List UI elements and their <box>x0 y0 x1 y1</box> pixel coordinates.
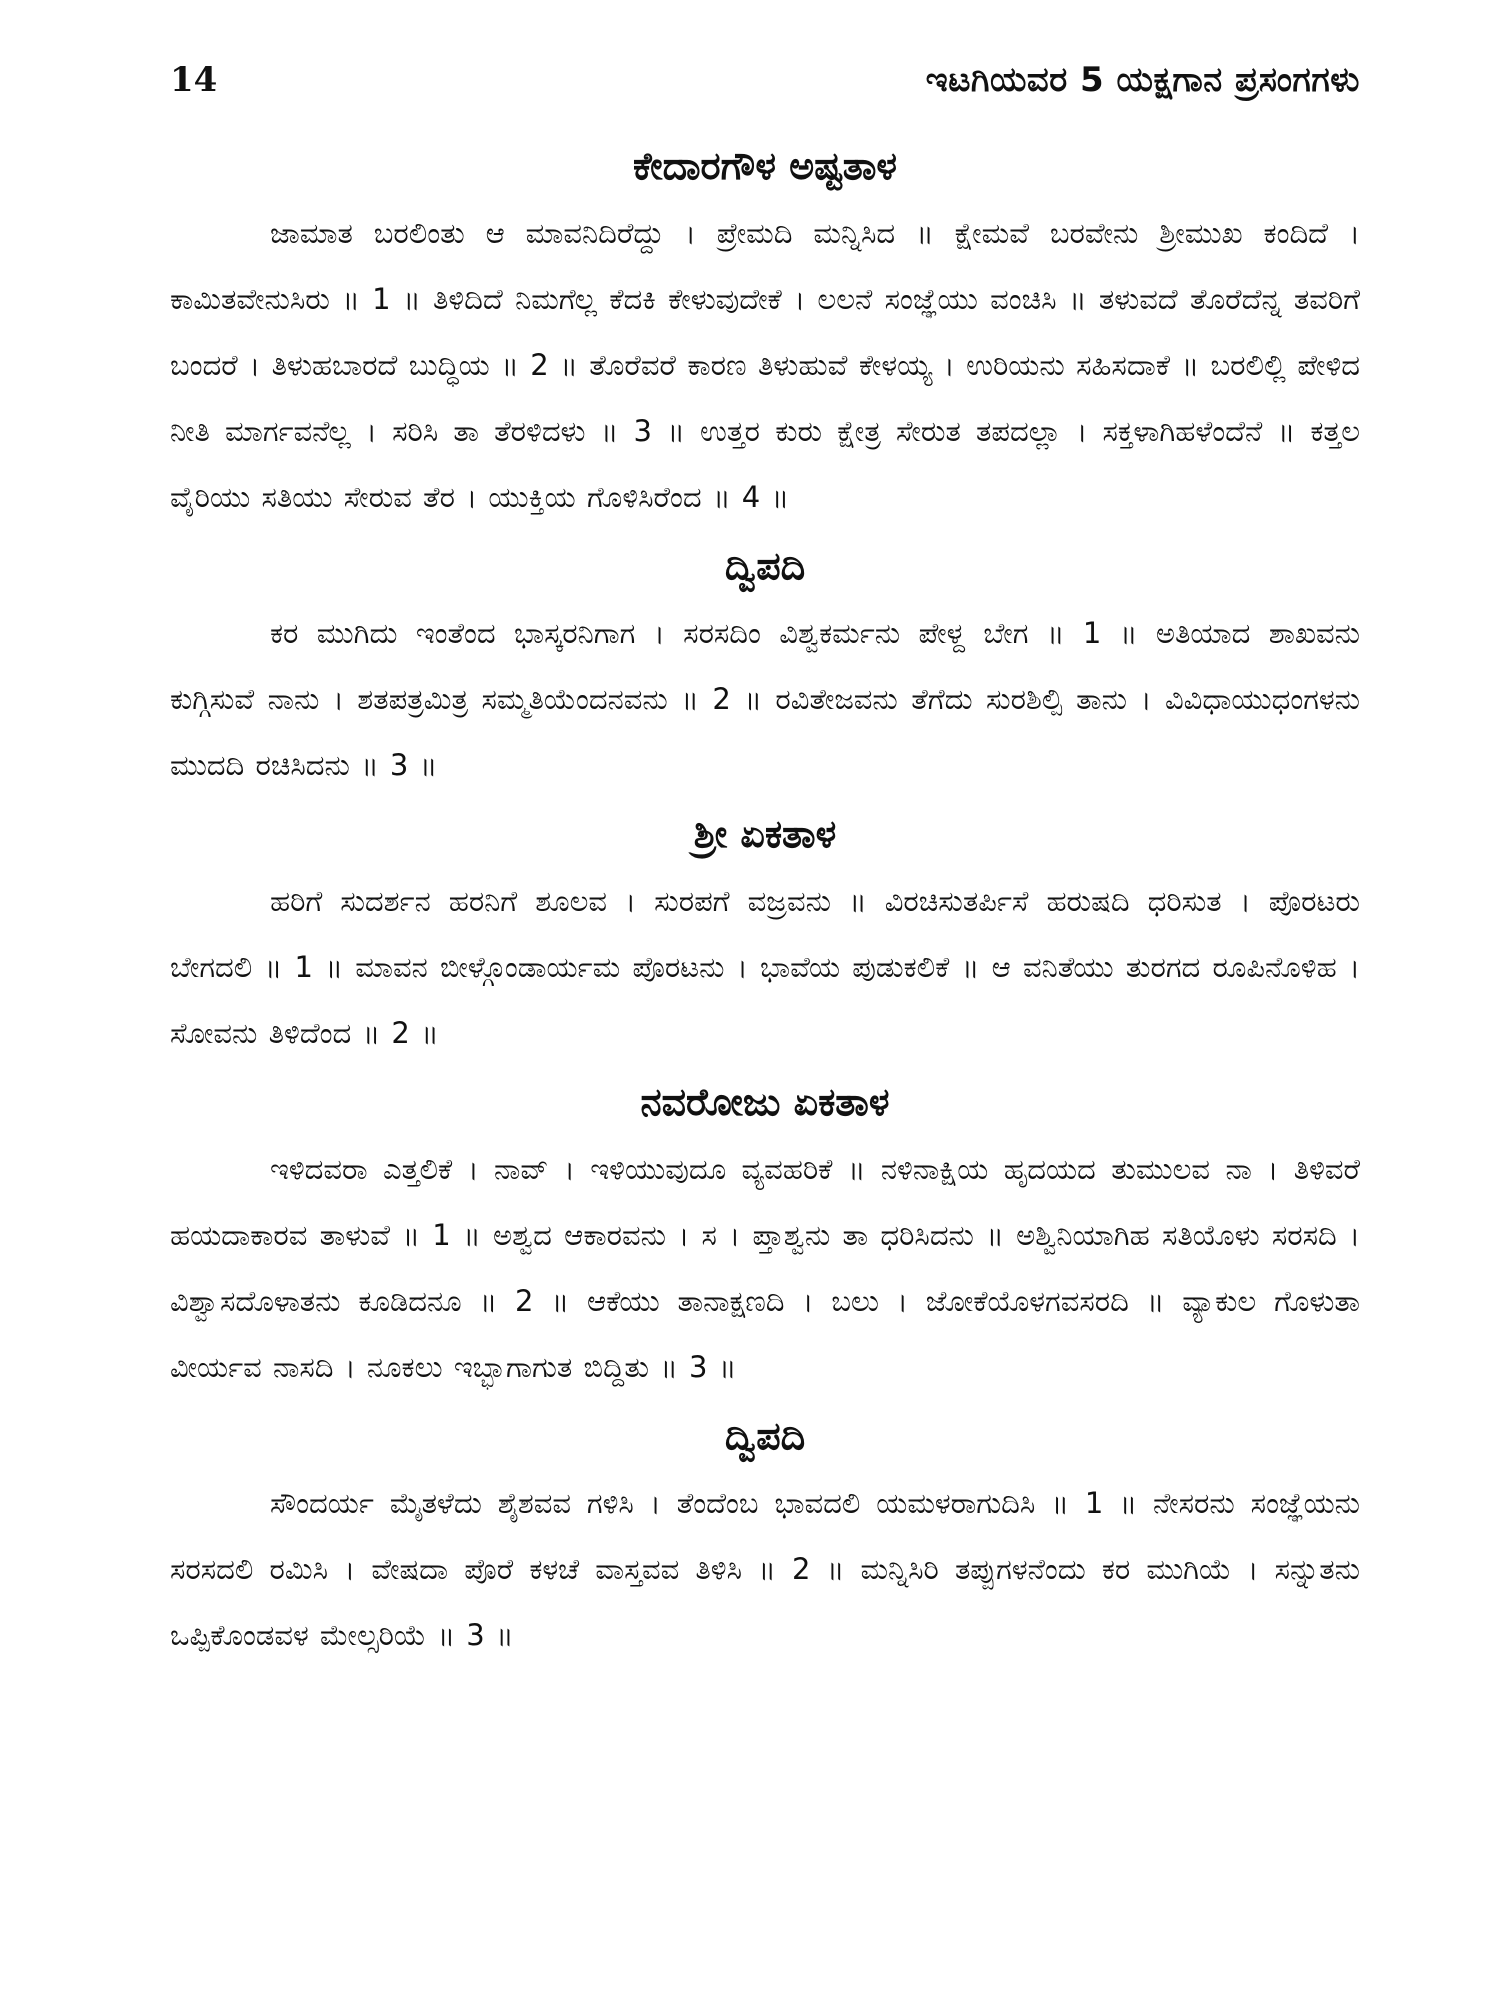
verse-paragraph: ಹರಿಗೆ ಸುದರ್ಶನ ಹರನಿಗೆ ಶೂಲವ । ಸುರಪಗೆ ವಜ್ರವನು ॥ ವಿರಚಿಸುತರ್ಪಿಸೆ ಹರುಷದಿ ಧರಿಸುತ । ಪೊರಟರು ಬೇಗದಲಿ ॥ 1 ॥ ಮಾವನ ಬೀಳ್ಗೊಂಡಾರ್ಯಮ ಪೊರಟನು । ಭಾವೆಯ ಪುಡುಕಲಿಕೆ ॥ ಆ ವನಿತೆಯು ತುರಗದ ರೂಪಿನೊಳಿಹ । ಸೋವನು ತಿಳಿದೆಂದ ॥ 2 ॥ <box>170 884 1360 1050</box>
section-kedaragaula <box>170 140 1360 530</box>
section-navaroju-ekatala <box>170 1076 1360 1400</box>
verse-paragraph: ಇಳಿದವರಾ ಎತ್ತಲಿಕೆ । ನಾವ್ । ಇಳಿಯುವುದೂ ವ್ಯವಹರಿಕೆ ॥ ನಳಿನಾಕ್ಷಿಯ ಹೃದಯದ ತುಮುಲವ ನಾ । ತಿಳಿವರೆ ಹಯದಾಕಾರವ ತಾಳುವೆ ॥ 1 ॥ ಅಶ್ವದ ಆಕಾರವನು । ಸ । ಪ್ತಾಶ್ವನು ತಾ ಧರಿಸಿದನು ॥ ಅಶ್ವಿನಿಯಾಗಿಹ ಸತಿಯೊಳು ಸರಸದಿ । ವಿಶ್ವಾಸದೊಳಾತನು ಕೂಡಿದನೂ ॥ 2 ॥ ಆಕೆಯು ತಾನಾಕ್ಷಣದಿ । ಬಲು । ಜೋಕೆಯೊಳಗವಸರದಿ ॥ ವ್ಯಾಕುಲ ಗೊಳುತಾ ವೀರ್ಯವ ನಾಸದಿ । ನೂಕಲು ಇಬ್ಭಾಗಾಗುತ ಬಿದ್ದಿತು ॥ 3 ॥ <box>170 1152 1360 1384</box>
page-number: 14 <box>170 60 218 100</box>
section-heading: ನವರೋಜು ಏಕತಾಳ <box>640 1080 890 1124</box>
section-dvipadi-1 <box>170 540 1360 798</box>
section-heading: ಕೇದಾರಗೌಳ ಅಷ್ಟತಾಳ <box>633 144 897 188</box>
verse-paragraph: ಸೌಂದರ್ಯ ಮೈತಳೆದು ಶೈಶವವ ಗಳಿಸಿ । ತೆಂದೆಂಬ ಭಾವದಲಿ ಯಮಳರಾಗುದಿಸಿ ॥ 1 ॥ ನೇಸರನು ಸಂಜ್ಞೆಯನು ಸರಸದಲಿ ರಮಿಸಿ । ವೇಷದಾ ಪೊರೆ ಕಳಚೆ ವಾಸ್ತವವ ತಿಳಿಸಿ ॥ 2 ॥ ಮನ್ನಿಸಿರಿ ತಪ್ಪುಗಳನೆಂದು ಕರ ಮುಗಿಯೆ । ಸನ್ನುತನು ಒಪ್ಪಿಕೊಂಡವಳ ಮೇಲ್ಸರಿಯೆ ॥ 3 ॥ <box>170 1486 1360 1652</box>
section-dvipadi-2 <box>170 1410 1360 1668</box>
book-title: ಇಟಗಿಯವರ 5 ಯಕ್ಷಗಾನ ಪ್ರಸಂಗಗಳು <box>925 60 1360 100</box>
book-page <box>170 60 1360 1960</box>
section-heading: ಶ್ರೀ ಏಕತಾಳ <box>693 812 837 856</box>
verse-paragraph: ಜಾಮಾತ ಬರಲಿಂತು ಆ ಮಾವನಿದಿರೆದ್ದು । ಪ್ರೇಮದಿ ಮನ್ನಿಸಿದ ॥ ಕ್ಷೇಮವೆ ಬರವೇನು ಶ್ರೀಮುಖ ಕಂದಿದೆ । ಕಾಮಿತವೇನುಸಿರು ॥ 1 ॥ ತಿಳಿದಿದೆ ನಿಮಗೆಲ್ಲ ಕೆದಕಿ ಕೇಳುವುದೇಕೆ । ಲಲನೆ ಸಂಜ್ಞೆಯು ವಂಚಿಸಿ ॥ ತಳುವದೆ ತೊರೆದೆನ್ನ ತವರಿಗೆ ಬಂದರೆ । ತಿಳುಹಬಾರದೆ ಬುದ್ಧಿಯ ॥ 2 ॥ ತೊರೆವರೆ ಕಾರಣ ತಿಳುಹುವೆ ಕೇಳಯ್ಯ । ಉರಿಯನು ಸಹಿಸದಾಕೆ ॥ ಬರಲಿಲ್ಲಿ ಪೇಳಿದ ನೀತಿ ಮಾರ್ಗವನೆಲ್ಲ । ಸರಿಸಿ ತಾ ತೆರಳಿದಳು ॥ 3 ॥ ಉತ್ತರ ಕುರು ಕ್ಷೇತ್ರ ಸೇರುತ ತಪದಲ್ಲಾ । ಸಕ್ತಳಾಗಿಹಳೆಂದೆನೆ ॥ ಕತ್ತಲ ವೈರಿಯು ಸತಿಯು ಸೇರುವ ತೆರ । ಯುಕ್ತಿಯ ಗೊಳಿಸಿರೆಂದ ॥ 4 ॥ <box>170 216 1360 514</box>
running-header <box>170 60 1360 130</box>
section-heading: ದ್ವಿಪದಿ <box>724 544 806 588</box>
verse-paragraph: ಕರ ಮುಗಿದು ಇಂತೆಂದ ಭಾಸ್ಕರನಿಗಾಗ । ಸರಸದಿಂ ವಿಶ್ವಕರ್ಮನು ಪೇಳ್ದ ಬೇಗ ॥ 1 ॥ ಅತಿಯಾದ ಶಾಖವನು ಕುಗ್ಗಿಸುವೆ ನಾನು । ಶತಪತ್ರಮಿತ್ರ ಸಮ್ಮತಿಯೆಂದನವನು ॥ 2 ॥ ರವಿತೇಜವನು ತೆಗೆದು ಸುರಶಿಲ್ಪಿ ತಾನು । ವಿವಿಧಾಯುಧಂಗಳನು ಮುದದಿ ರಚಿಸಿದನು ॥ 3 ॥ <box>170 616 1360 782</box>
section-shri-ekatala <box>170 808 1360 1066</box>
section-heading: ದ್ವಿಪದಿ <box>724 1414 806 1458</box>
